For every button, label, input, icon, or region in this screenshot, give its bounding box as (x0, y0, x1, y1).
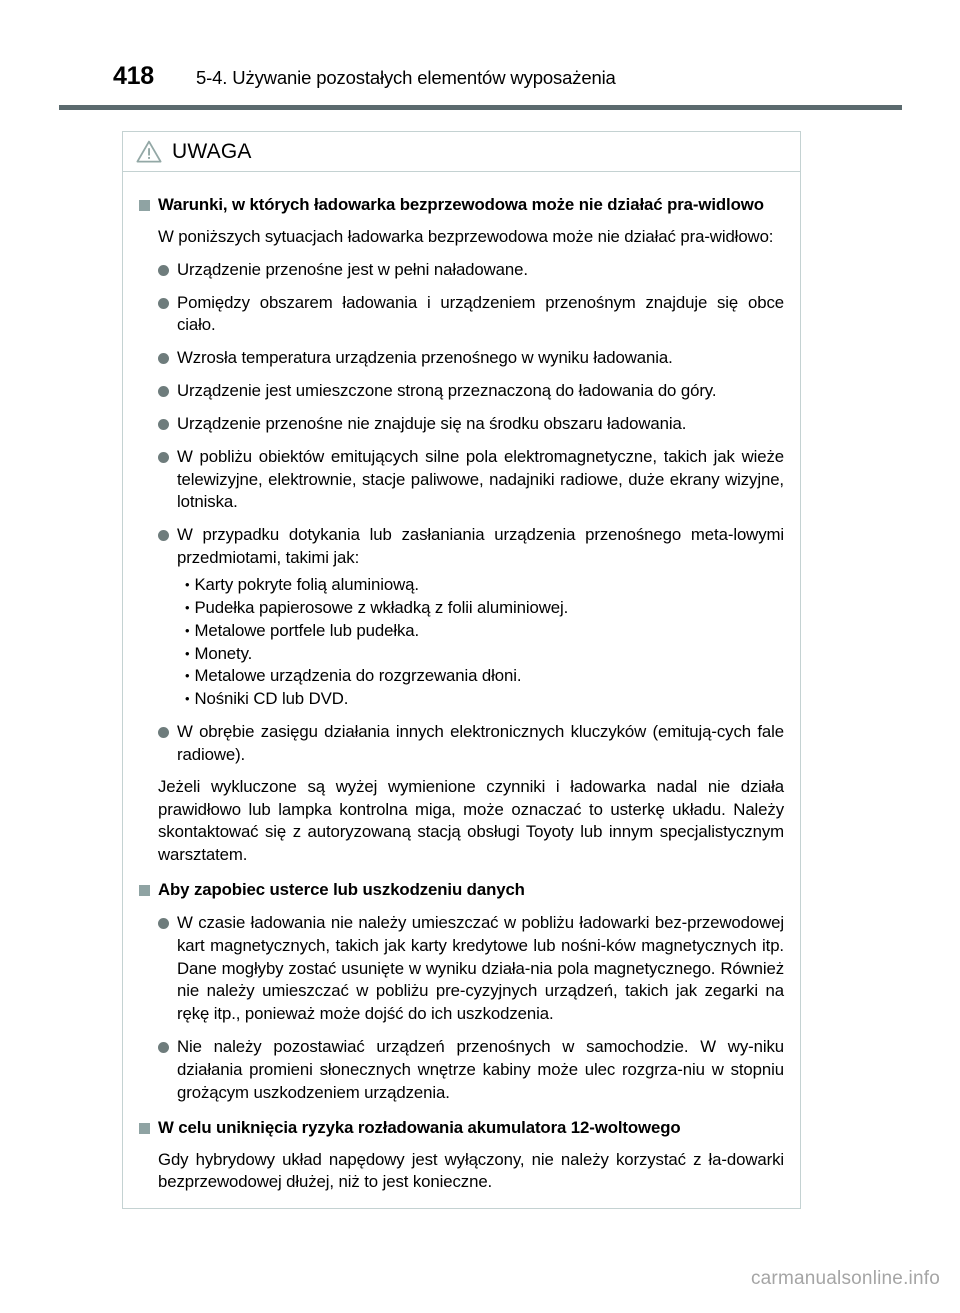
sub-list-item: • Monety. (185, 643, 784, 666)
list-item-text: Urządzenie jest umieszczone stroną przeznaczoną do ładowania do góry. (177, 381, 717, 401)
section-heading (139, 194, 784, 217)
list-item (158, 380, 784, 403)
list-item (158, 347, 784, 370)
round-bullet-icon (158, 298, 169, 309)
section-heading-text: Warunki, w których ładowarka bezprzewodowa może nie działać pra-widlowo (158, 195, 764, 214)
list-item (158, 259, 784, 282)
section-heading-text: W celu uniknięcia ryzyka rozładowania akumulatora 12-woltowego (158, 1117, 681, 1137)
sub-list (185, 574, 784, 711)
page-header (0, 62, 960, 108)
sub-list-item: • Metalowe portfele lub pudełka. (185, 620, 784, 643)
paragraph: Gdy hybrydowy układ napędowy jest wyłączony, nie należy korzystać z ła-dowarki bezprzewodowej dłużej, niż to jest konieczne. (158, 1149, 784, 1192)
round-bullet-icon (158, 419, 169, 430)
round-bullet-icon (158, 530, 169, 541)
list-item-text: Nie należy pozostawiać urządzeń przenośnych w samochodzie. W wy-niku działania promieni słonecznych wnętrze kabiny może ulec rozgrza-niu w stopniu grożącym uszkodzeniem urządzenia. (177, 1037, 784, 1102)
warning-box-header (123, 132, 800, 172)
section-heading (139, 1117, 784, 1140)
round-bullet-icon (158, 1042, 169, 1053)
sub-list-item: • Pudełka papierosowe z wkładką z folii aluminiowej. (185, 597, 784, 620)
list-item-text: Pomiędzy obszarem ładowania i urządzeniem przenośnym znajduje się obce ciało. (177, 292, 784, 335)
list-item (158, 292, 784, 338)
list-item-text: W czasie ładowania nie należy umieszczać w pobliżu ładowarki bez-przewodowej kart magnetycznych, takich jak karty kredytowe lub nośni-ków magnetycznych itp. Dane mogłyby zostać usunięte w wyniku działa-nia pola magnetycznego. Również nie należy umieszczać w pobliżu pre-cyzyjnych urządzeń, takich jak zegarki na rękę itp., ponieważ może dojść do ich uszkodzenia. (177, 912, 784, 1024)
list-item (158, 721, 784, 767)
square-bullet-icon (139, 885, 150, 896)
list-item (158, 912, 784, 1026)
list-item (158, 413, 784, 436)
paragraph: W poniższych sytuacjach ładowarka bezprzewodowa może nie działać pra-widłowo: (158, 226, 774, 246)
round-bullet-icon (158, 727, 169, 738)
header-divider (59, 105, 902, 110)
list-item (158, 1036, 784, 1105)
list-item-text: W przypadku dotykania lub zasłaniania urządzenia przenośnego meta-lowymi przedmiotami, takimi jak: (177, 525, 784, 568)
page-number: 418 (113, 62, 154, 90)
list-item (158, 446, 784, 515)
watermark: carmanualsonline.info (750, 1268, 940, 1289)
paragraph: Jeżeli wykluczone są wyżej wymienione czynniki i ładowarka nadal nie działa prawidłowo lub lampka kontrolna miga, może oznaczać to usterkę układu. Należy skontaktować się z autoryzowaną stacją obsługi Toyoty lub innym specjalistycznym warsztatem. (158, 776, 784, 865)
list-item-text: Wzrosła temperatura urządzenia przenośnego w wyniku ładowania. (177, 348, 673, 368)
warning-triangle-icon (136, 140, 162, 163)
section-heading (139, 879, 784, 902)
square-bullet-icon (139, 1123, 150, 1134)
list-item-text: Urządzenie przenośne nie znajduje się na środku obszaru ładowania. (177, 413, 687, 433)
round-bullet-icon (158, 452, 169, 463)
sub-list-item: • Nośniki CD lub DVD. (185, 688, 784, 711)
section-title: 5-4. Używanie pozostałych elementów wyposażenia (196, 67, 616, 88)
warning-box-title: UWAGA (172, 140, 252, 163)
round-bullet-icon (158, 386, 169, 397)
list-item-text: W pobliżu obiektów emitujących silne pola elektromagnetyczne, takich jak wieże telewizyjne, elektrownie, stacje paliwowe, nadajniki radiowe, duże ekrany wizyjne, lotniska. (177, 446, 784, 512)
sub-list-item: • Metalowe urządzenia do rozgrzewania dłoni. (185, 665, 784, 688)
square-bullet-icon (139, 200, 150, 211)
round-bullet-icon (158, 265, 169, 276)
warning-box (122, 131, 801, 1209)
section-heading-text: Aby zapobiec usterce lub uszkodzeniu danych (158, 880, 525, 900)
list-item (158, 524, 784, 570)
list-item-text: W obrębie zasięgu działania innych elektronicznych kluczyków (emitują-cych fale radiowe). (177, 722, 784, 764)
round-bullet-icon (158, 353, 169, 364)
round-bullet-icon (158, 918, 169, 929)
warning-box-body (123, 172, 800, 1208)
list-item-text: Urządzenie przenośne jest w pełni naładowane. (177, 259, 528, 279)
sub-list-item: • Karty pokryte folią aluminiową. (185, 574, 784, 597)
